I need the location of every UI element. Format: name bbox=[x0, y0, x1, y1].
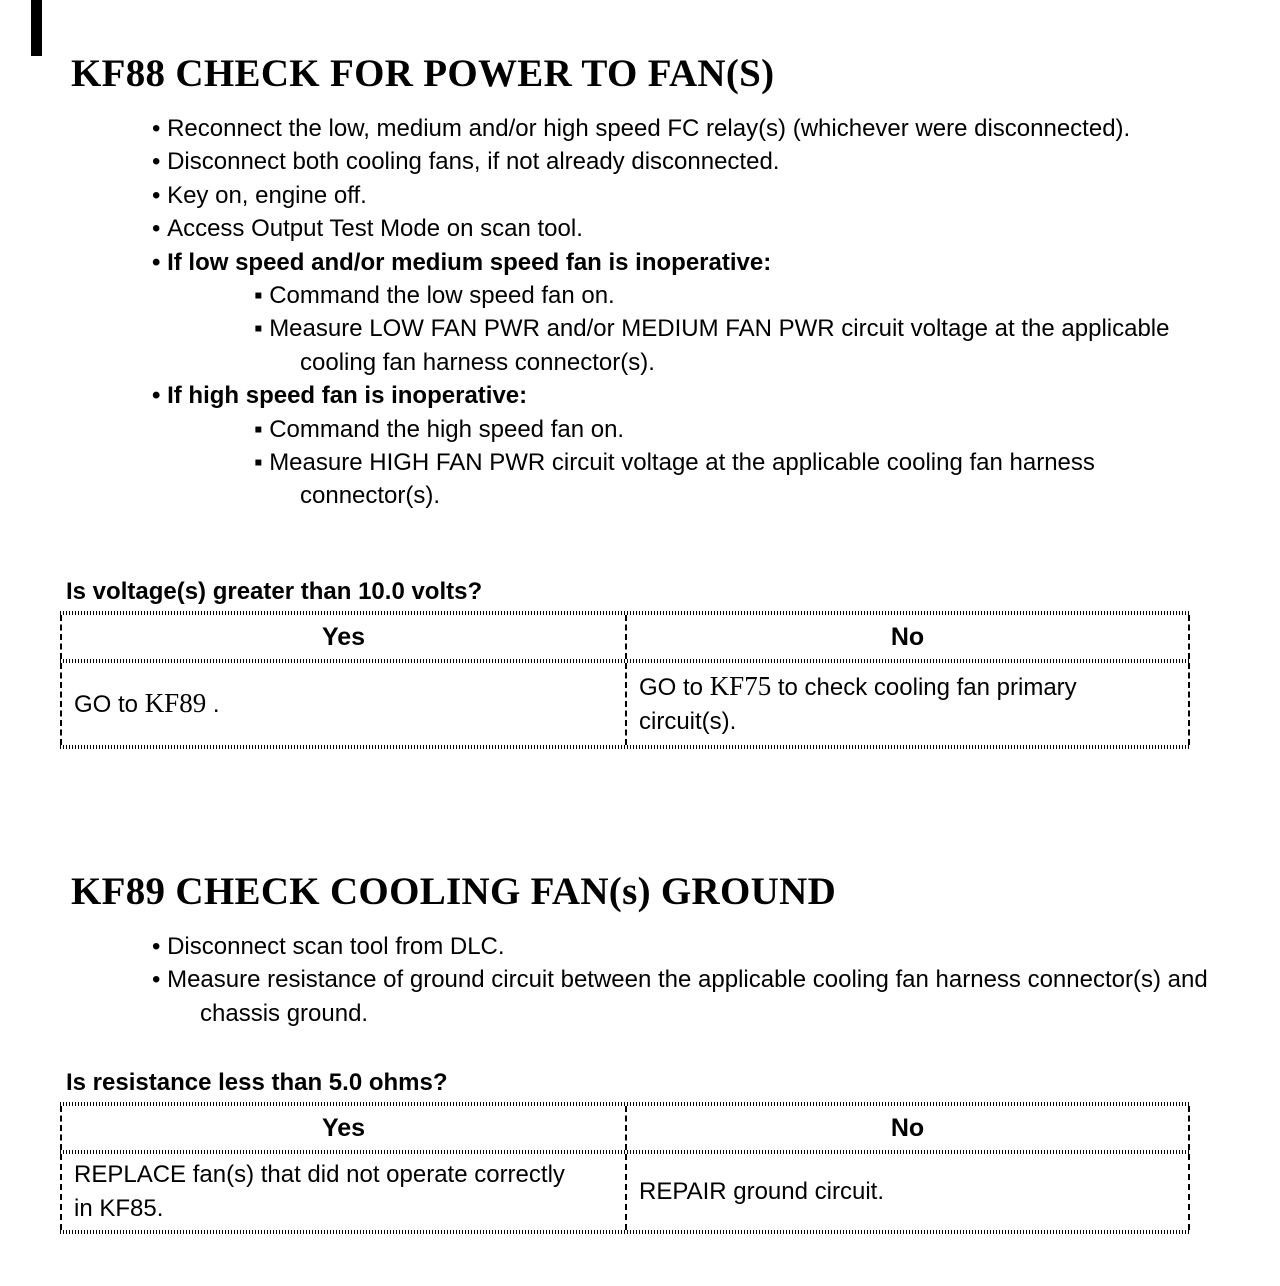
cell-text: REPLACE fan(s) that did not operate correctly in KF85. bbox=[74, 1161, 565, 1222]
table-header-yes: Yes bbox=[60, 615, 625, 659]
list-subitem: ▪ Measure LOW FAN PWR and/or MEDIUM FAN PWR circuit voltage at the applicable cooling fan harness connector(s). bbox=[150, 312, 1222, 379]
link-kf75[interactable]: KF75 bbox=[709, 671, 772, 701]
list-item: • Measure resistance of ground circuit between the applicable cooling fan harness connector(s) and chassis ground. bbox=[150, 963, 1222, 1030]
cell-yes-action bbox=[60, 1154, 625, 1230]
question-text: Is resistance less than 5.0 ohms? bbox=[66, 1069, 448, 1096]
cell-text bbox=[639, 669, 1176, 739]
procedure-list-kf88 bbox=[150, 112, 1222, 513]
action-suffix: to check cooling fan primary circuit(s). bbox=[639, 674, 1077, 735]
decision-table-kf88 bbox=[60, 611, 1190, 749]
table-body-row bbox=[60, 663, 1190, 745]
list-item: • Reconnect the low, medium and/or high speed FC relay(s) (whichever were disconnected). bbox=[150, 112, 1222, 145]
table-border bbox=[60, 1230, 1190, 1234]
table-header-row bbox=[60, 615, 1190, 659]
table-header-no: No bbox=[625, 615, 1190, 659]
question-text: Is voltage(s) greater than 10.0 volts? bbox=[66, 578, 483, 605]
action-prefix: GO to bbox=[639, 674, 710, 701]
list-item-condition: • If low speed and/or medium speed fan is inoperative: bbox=[150, 246, 1222, 279]
list-subitem: ▪ Command the low speed fan on. bbox=[150, 279, 1222, 312]
table-header-yes: Yes bbox=[60, 1106, 625, 1150]
cell-text bbox=[74, 686, 220, 722]
list-item: • Disconnect scan tool from DLC. bbox=[150, 930, 1222, 963]
list-item: • Access Output Test Mode on scan tool. bbox=[150, 212, 1222, 245]
cell-no-action bbox=[625, 663, 1190, 745]
list-item-condition: • If high speed fan is inoperative: bbox=[150, 379, 1222, 412]
cell-text: REPAIR ground circuit. bbox=[639, 1178, 884, 1205]
page-title-kf89: KF89 CHECK COOLING FAN(s) GROUND bbox=[71, 870, 837, 914]
table-header-row bbox=[60, 1106, 1190, 1150]
action-suffix: . bbox=[206, 691, 220, 718]
table-border bbox=[60, 745, 1190, 749]
cell-yes-action bbox=[60, 663, 625, 745]
action-prefix: GO to bbox=[74, 691, 145, 718]
table-header-no: No bbox=[625, 1106, 1190, 1150]
list-subitem: ▪ Command the high speed fan on. bbox=[150, 413, 1222, 446]
decision-table-kf89 bbox=[60, 1102, 1190, 1234]
page-title-kf88: KF88 CHECK FOR POWER TO FAN(S) bbox=[71, 52, 775, 96]
cell-no-action bbox=[625, 1154, 1190, 1230]
table-body-row bbox=[60, 1154, 1190, 1230]
scan-artifact-bar bbox=[31, 0, 42, 56]
list-subitem: ▪ Measure HIGH FAN PWR circuit voltage at the applicable cooling fan harness connector(s). bbox=[150, 446, 1222, 513]
procedure-list-kf89 bbox=[150, 930, 1222, 1030]
list-item: • Disconnect both cooling fans, if not already disconnected. bbox=[150, 145, 1222, 178]
link-kf89[interactable]: KF89 bbox=[144, 688, 207, 718]
list-item: • Key on, engine off. bbox=[150, 179, 1222, 212]
